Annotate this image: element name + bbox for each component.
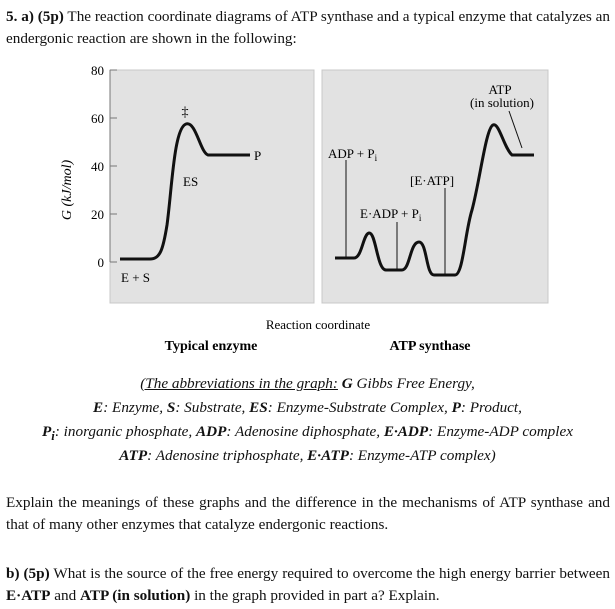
es-label: ES <box>183 174 199 189</box>
abbrev-eadp-def: : Enzyme-ADP complex <box>428 423 573 440</box>
abbrev-line-3 <box>0 421 615 447</box>
question-part: a) <box>21 8 34 25</box>
question-b <box>6 563 610 607</box>
abbrev-adp: ADP <box>196 423 227 440</box>
question-b-text1: What is the source of the free energy required to overcome the high energy barrier between <box>53 565 610 582</box>
question-a-text: The reaction coordinate diagrams of ATP synthase and a typical enzyme that catalyzes an endergonic reaction are shown in the following: <box>6 8 610 47</box>
abbrev-es-def: : Enzyme-Substrate Complex, <box>267 399 452 416</box>
question-b-part: b) <box>6 565 20 582</box>
abbrev-pi-sub: i <box>51 429 55 444</box>
abbrev-adp-def: : Adenosine diphosphate, <box>226 423 384 440</box>
ytick-80: 80 <box>91 63 104 78</box>
abbrev-p: P <box>451 399 461 416</box>
e-plus-s-label: E + S <box>121 270 151 285</box>
abbrev-pi: P <box>42 423 52 440</box>
ytick-20: 20 <box>91 207 104 222</box>
abbrev-eadp: E·ADP <box>383 423 429 440</box>
abbrev-atp-def: : Adenosine triphosphate, <box>147 447 308 464</box>
abbrev-p-def: : Product, <box>460 399 522 416</box>
ts-label: ‡ <box>181 105 189 120</box>
question-number: 5. <box>6 8 18 25</box>
ytick-60: 60 <box>91 111 104 126</box>
abbrev-g: G <box>341 375 353 392</box>
abbrev-atp: ATP <box>119 447 148 464</box>
abbrev-s: S <box>166 399 176 416</box>
abbrev-g-def: Gibbs Free Energy, <box>352 375 475 392</box>
eadp-pi-label: $E\cdot ADP + P_i$ <box>360 206 422 223</box>
atp-label: ATP <box>488 82 512 97</box>
ytick-40: 40 <box>91 159 104 174</box>
abbrev-e: E <box>93 399 104 416</box>
abbrev-es: ES <box>249 399 268 416</box>
ytick-0: 0 <box>97 255 104 270</box>
atp-in-solution-label: (in solution) <box>470 95 534 110</box>
abbrev-heading: (The abbreviations in the graph: <box>140 375 338 392</box>
question-b-eatp: E·ATP <box>6 587 51 604</box>
abbrev-line-4 <box>0 445 615 467</box>
abbrev-s-def: : Substrate, <box>175 399 250 416</box>
question-b-atp-sol: ATP (in solution) <box>79 587 191 604</box>
question-points: (5p) <box>37 8 64 25</box>
left-panel <box>110 70 314 303</box>
abbrev-line-1 <box>0 373 615 395</box>
p-label: P <box>254 148 262 163</box>
y-axis-label: G (kJ/mol) <box>60 159 75 221</box>
question-b-points: (5p) <box>23 565 50 582</box>
abbrev-pi-def: : inorganic phosphate, <box>54 423 197 440</box>
abbrev-eatp-def: : Enzyme-ATP complex) <box>348 447 496 464</box>
adp-pi-label: ADP + $P_i$ <box>328 146 378 163</box>
x-axis-label: Reaction coordinate <box>265 317 371 332</box>
abbrev-eatp: E·ATP <box>307 447 349 464</box>
eatp-label: [E·ATP] <box>410 173 455 188</box>
abbrev-e-def: : Enzyme, <box>103 399 167 416</box>
explain-paragraph: Explain the meanings of these graphs and the difference in the mechanisms of ATP synthase and that of many other enzymes that catalyze endergonic reactions. <box>6 494 610 533</box>
abbrev-line-2 <box>0 397 615 419</box>
question-b-text2: in the graph provided in part a? Explain. <box>190 587 440 604</box>
left-panel-title: Typical enzyme <box>164 339 258 354</box>
right-panel-title: ATP synthase <box>389 339 471 354</box>
question-b-and: and <box>50 587 80 604</box>
